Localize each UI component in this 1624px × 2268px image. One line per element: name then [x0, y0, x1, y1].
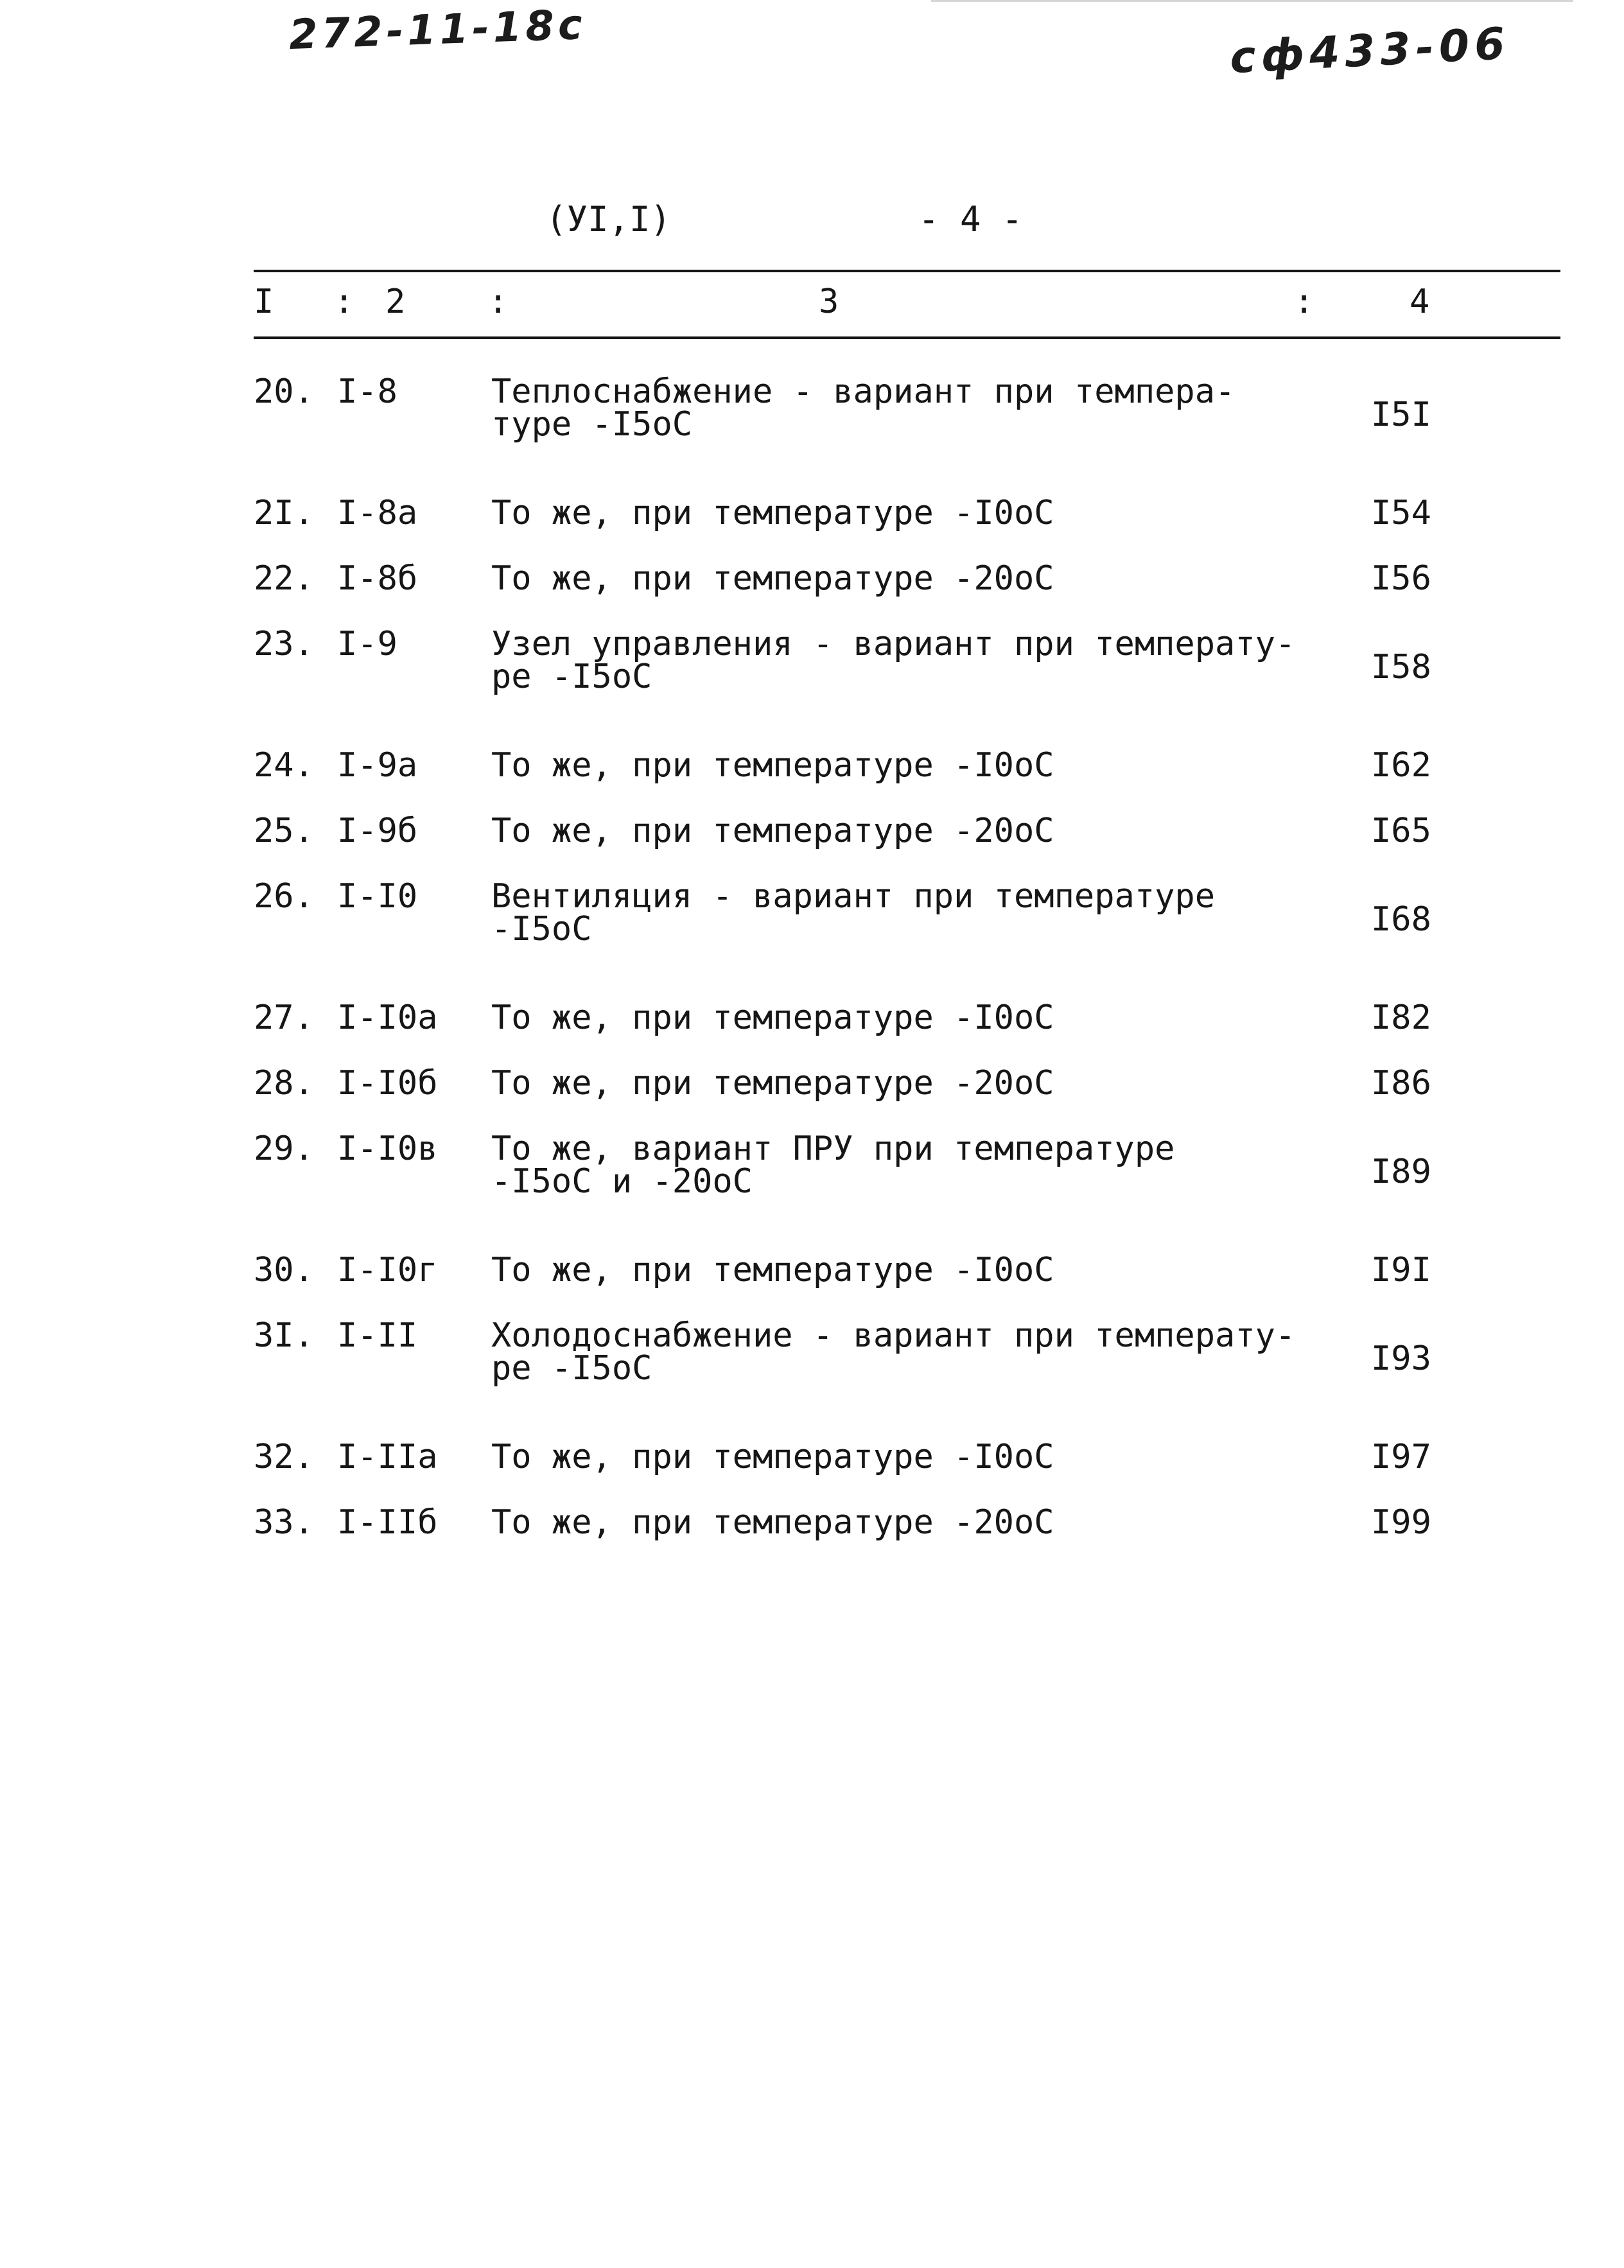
- row-number: 20.: [254, 372, 314, 411]
- sheet-title: То же, при температуре -I0оС: [491, 494, 1054, 532]
- sheet-code: I-IIа: [337, 1438, 438, 1476]
- column-header-4: 4: [1410, 283, 1430, 321]
- sheet-title: То же, вариант ПРУ при температуре -I5оС и -20оС: [491, 1130, 1175, 1201]
- table-row: [254, 563, 1474, 628]
- sheet-page: I68: [1371, 900, 1431, 939]
- sheet-code: I-8: [337, 372, 397, 411]
- handwritten-code-right: сф433-06: [1228, 18, 1512, 84]
- sheet-page: I65: [1371, 812, 1431, 850]
- sheet-page: I5I: [1371, 396, 1431, 434]
- row-number: 26.: [254, 877, 314, 916]
- table-row: [254, 1441, 1474, 1506]
- table-top-rule: [254, 270, 1560, 272]
- sheet-code: I-I0в: [337, 1130, 438, 1168]
- sheet-title: То же, при температуре -I0оС: [491, 1251, 1054, 1289]
- row-number: 33.: [254, 1503, 314, 1542]
- row-number: 27.: [254, 999, 314, 1037]
- column-header-1: I: [254, 283, 274, 321]
- table-row: [254, 1002, 1474, 1067]
- column-separator-2: :: [488, 283, 509, 321]
- table-row: [254, 1506, 1474, 1572]
- sheet-code: I-II: [337, 1316, 418, 1355]
- sheet-page: I97: [1371, 1438, 1431, 1476]
- sheet-title: То же, при температуре -20оС: [491, 559, 1054, 598]
- sheet-title: Теплоснабжение - вариант при темпера- туре -I5оС: [491, 372, 1235, 444]
- sheet-code: I-I0: [337, 877, 418, 916]
- section-number: (УI,I): [546, 199, 672, 240]
- table-row: [254, 749, 1474, 815]
- sheet-title: То же, при температуре -20оС: [491, 1503, 1054, 1542]
- sheet-code: I-8а: [337, 494, 418, 532]
- table-row: [254, 1067, 1474, 1133]
- sheet-title: Холодоснабжение - вариант при температу- ре -I5оС: [491, 1316, 1296, 1388]
- scan-edge-mark: [931, 0, 1573, 2]
- row-number: 23.: [254, 625, 314, 663]
- sheet-code: I-I0г: [337, 1251, 438, 1289]
- row-number: 22.: [254, 559, 314, 598]
- table-row: [254, 628, 1474, 749]
- column-separator-3: :: [1294, 283, 1314, 321]
- sheet-title: Узел управления - вариант при температу- ре -I5оС: [491, 625, 1296, 696]
- sheet-title: То же, при температуре -20оС: [491, 812, 1054, 850]
- column-header-3: 3: [819, 283, 839, 321]
- row-number: 30.: [254, 1251, 314, 1289]
- table-row: [254, 815, 1474, 880]
- row-number: 25.: [254, 812, 314, 850]
- row-number: 24.: [254, 746, 314, 785]
- sheet-code: I-9: [337, 625, 397, 663]
- sheet-code: I-8б: [337, 559, 418, 598]
- sheet-page: I99: [1371, 1503, 1431, 1542]
- sheet-page: I82: [1371, 999, 1431, 1037]
- table-row: [254, 497, 1474, 563]
- table-row: [254, 376, 1474, 497]
- sheet-code: I-9а: [337, 746, 418, 785]
- row-number: 32.: [254, 1438, 314, 1476]
- row-number: 28.: [254, 1064, 314, 1103]
- row-number: 29.: [254, 1130, 314, 1168]
- sheet-page: I62: [1371, 746, 1431, 785]
- column-header-2: 2: [385, 283, 406, 321]
- table-row: [254, 880, 1474, 1002]
- column-separator-1: :: [334, 283, 354, 321]
- sheet-page: I58: [1371, 648, 1431, 686]
- sheet-title: То же, при температуре -I0оС: [491, 1438, 1054, 1476]
- sheet-page: I56: [1371, 559, 1431, 598]
- table-row: [254, 1254, 1474, 1320]
- sheet-page: I86: [1371, 1064, 1431, 1103]
- sheet-code: I-I0а: [337, 999, 438, 1037]
- sheet-page: I89: [1371, 1153, 1431, 1191]
- contents-table: [254, 372, 1474, 1572]
- row-number: 2I.: [254, 494, 314, 532]
- table-header-rule: [254, 336, 1560, 339]
- sheet-page: I9I: [1371, 1251, 1431, 1289]
- sheet-code: I-I0б: [337, 1064, 438, 1103]
- sheet-title: То же, при температуре -I0оС: [491, 746, 1054, 785]
- table-row: [254, 1133, 1474, 1254]
- sheet-page: I54: [1371, 494, 1431, 532]
- page-number: - 4 -: [918, 199, 1023, 240]
- sheet-title: То же, при температуре -20оС: [491, 1064, 1054, 1103]
- sheet-title: Вентиляция - вариант при температуре -I5оС: [491, 877, 1216, 948]
- handwritten-code-left: 272-11-18с: [288, 1, 587, 60]
- table-row: [254, 1320, 1474, 1441]
- sheet-code: I-IIб: [337, 1503, 438, 1542]
- sheet-code: I-9б: [337, 812, 418, 850]
- row-number: 3I.: [254, 1316, 314, 1355]
- sheet-title: То же, при температуре -I0оС: [491, 999, 1054, 1037]
- sheet-page: I93: [1371, 1339, 1431, 1378]
